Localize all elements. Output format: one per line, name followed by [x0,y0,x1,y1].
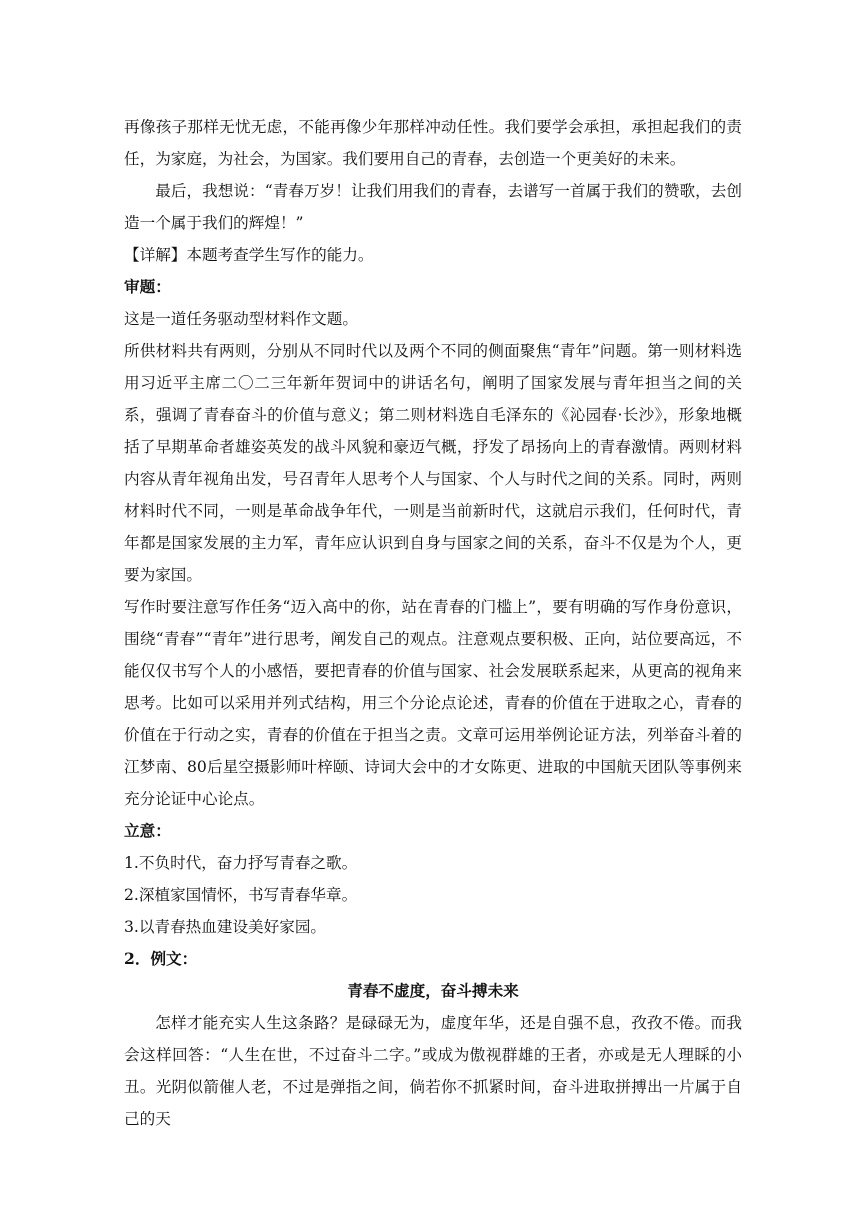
review-material-paragraph: 所供材料共有两则，分别从不同时代以及两个不同的侧面聚焦“青年”问题。第一则材料选用习近平主席二〇二三年新年贺词中的讲话名句，阐明了国家发展与青年担当之间的关系，强调了青春奋斗的价值与意义；第二则材料选自毛泽东的《沁园春·长沙》，形象地概括了早期革命者雄姿英发的战斗风貌和豪迈气概，抒发了昂扬向上的青春激情。两则材料内容从青年视角出发，号召青年人思考个人与国家、个人与时代之间的关系。同时，两则材料时代不同，一则是革命战争年代，一则是当前新时代，这就启示我们，任何时代，青年都是国家发展的主力军，青年应认识到自身与国家之间的关系，奋斗不仅是为个人，更要为家国。 [124,342,742,584]
intent-item-1: 1.不负时代，奋力抒写青春之歌。 [124,854,358,872]
review-heading: 审题： [124,277,171,296]
document-body [124,111,742,1135]
essay-title: 青春不虚度，奋斗搏未来 [347,981,519,1000]
closing-paragraph: 最后，我想说：“青春万岁！让我们用我们的青春，去谱写一首属于我们的赞歌，去创造一个属于我们的辉煌！” [124,182,742,232]
intent-heading: 立意： [124,821,171,840]
review-type-line: 这是一道任务驱动型材料作文题。 [124,310,358,328]
continuation-paragraph: 再像孩子那样无忧无虑，不能再像少年那样冲动任性。我们要学会承担，承担起我们的责任，为家庭，为社会，为国家。我们要用自己的青春，去创造一个更美好的未来。 [124,118,742,168]
detail-line: 【详解】本题考查学生写作的能力。 [124,246,374,264]
intent-item-2: 2.深植家国情怀，书写青春华章。 [124,886,358,904]
intent-item-3: 3.以青春热血建设美好家园。 [124,918,327,936]
essay-body-paragraph: 怎样才能充实人生这条路？是碌碌无为，虚度年华，还是自强不息，孜孜不倦。而我会这样回答：“人生在世，不过奋斗二字。”或成为傲视群雄的王者，亦或是无人理睬的小丑。光阴似箭催人老，不过是弹指之间，倘若你不抓紧时间，奋斗进取拼搏出一片属于自己的天 [124,1014,742,1128]
example-heading: 2．例文： [124,949,198,968]
review-task-paragraph: 写作时要注意写作任务“迈入高中的你，站在青春的门槛上”，要有明确的写作身份意识，围绕“青春”“青年”进行思考，阐发自己的观点。注意观点要积极、正向，站位要高远，不能仅仅书写个人的小感悟，要把青春的价值与国家、社会发展联系起来，从更高的视角来思考。比如可以采用并列式结构，用三个分论点论述，青春的价值在于进取之心，青春的价值在于行动之实，青春的价值在于担当之责。文章可运用举例论证方法，列举奋斗着的江梦南、80后星空摄影师叶梓颐、诗词大会中的才女陈更、进取的中国航天团队等事例来充分论证中心论点。 [124,598,742,808]
